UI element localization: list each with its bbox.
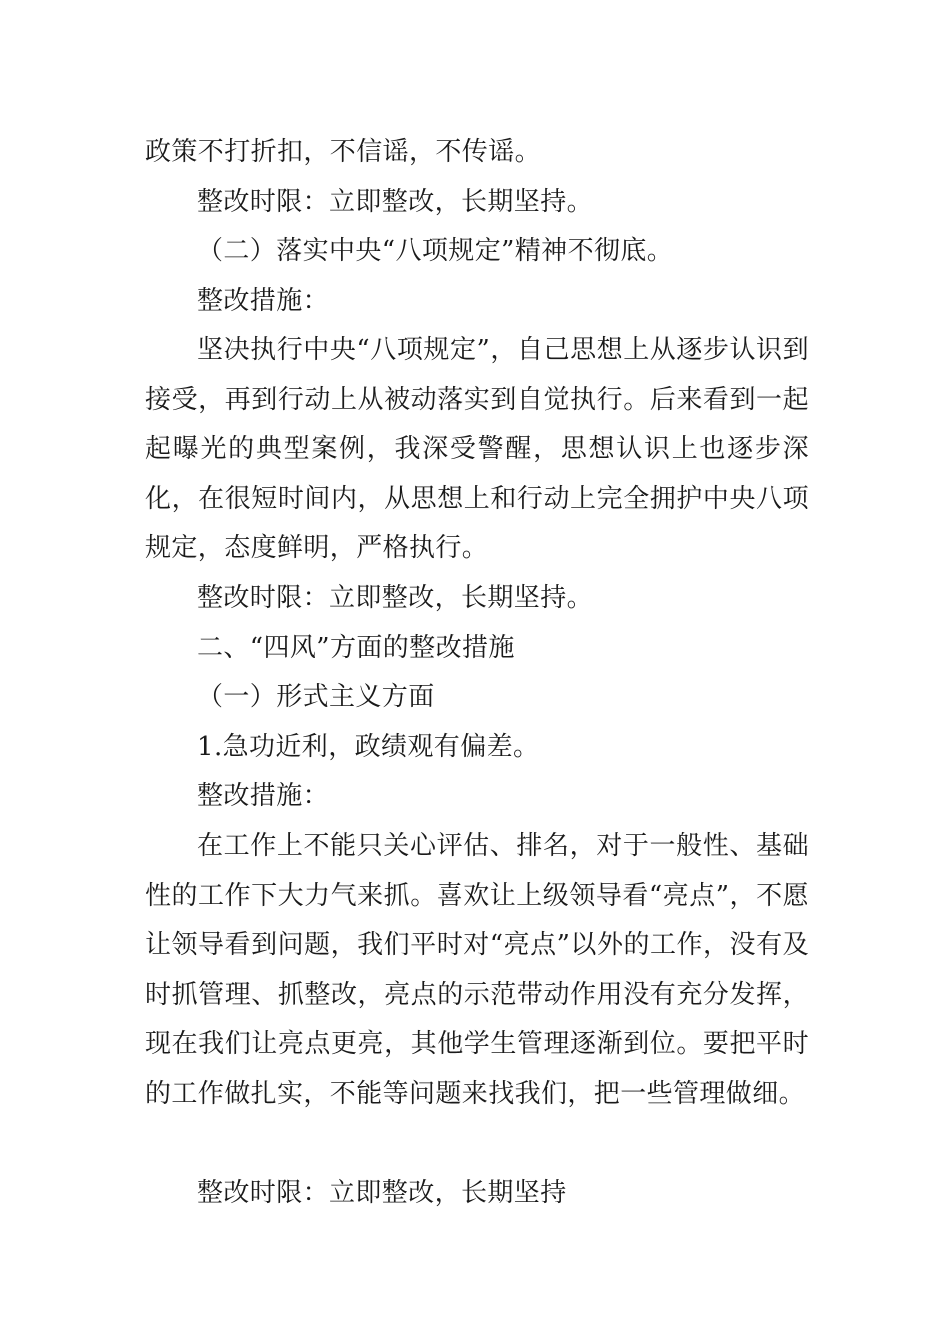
paragraph-measures-body-2: 在工作上不能只关心评估、排名，对于一般性、基础性的工作下大力气来抓。喜欢让上级领导看“亮点”，不愿让领导看到问题，我们平时对“亮点”以外的工作，没有及时抓管理、抓整改，亮点的示范带动作用没有充分发挥，现在我们让亮点更亮，其他学生管理逐渐到位。要把平时的工作做扎实，不能等问题来找我们，把一些管理做细。 — [145, 831, 809, 1109]
chapter-heading-2: 二、“四风”方面的整改措施 — [197, 633, 515, 663]
paragraph-measures-label-2: 整改措施： — [197, 781, 330, 811]
section-heading-formalism: （一）形式主义方面 — [197, 682, 435, 712]
paragraph-continuation: 政策不打折扣，不信谣，不传谣。 — [145, 137, 542, 167]
paragraph-deadline-2: 整改时限：立即整改，长期坚持。 — [197, 583, 594, 613]
paragraph-measures-label-1: 整改措施： — [197, 286, 330, 316]
item-heading-1: 1.急功近利，政绩观有偏差。 — [197, 732, 540, 762]
paragraph-deadline-3: 整改时限：立即整改，长期坚持 — [197, 1178, 567, 1208]
paragraph-deadline-1: 整改时限：立即整改，长期坚持。 — [197, 187, 594, 217]
paragraph-measures-body-1: 坚决执行中央“八项规定”，自己思想上从逐步认识到接受，再到行动上从被动落实到自觉执行。后来看到一起起曝光的典型案例，我深受警醒，思想认识上也逐步深化，在很短时间内，从思想上和行动上完全拥护中央八项规定，态度鲜明，严格执行。 — [145, 335, 809, 563]
section-heading-2: （二）落实中央“八项规定”精神不彻底。 — [197, 236, 674, 266]
